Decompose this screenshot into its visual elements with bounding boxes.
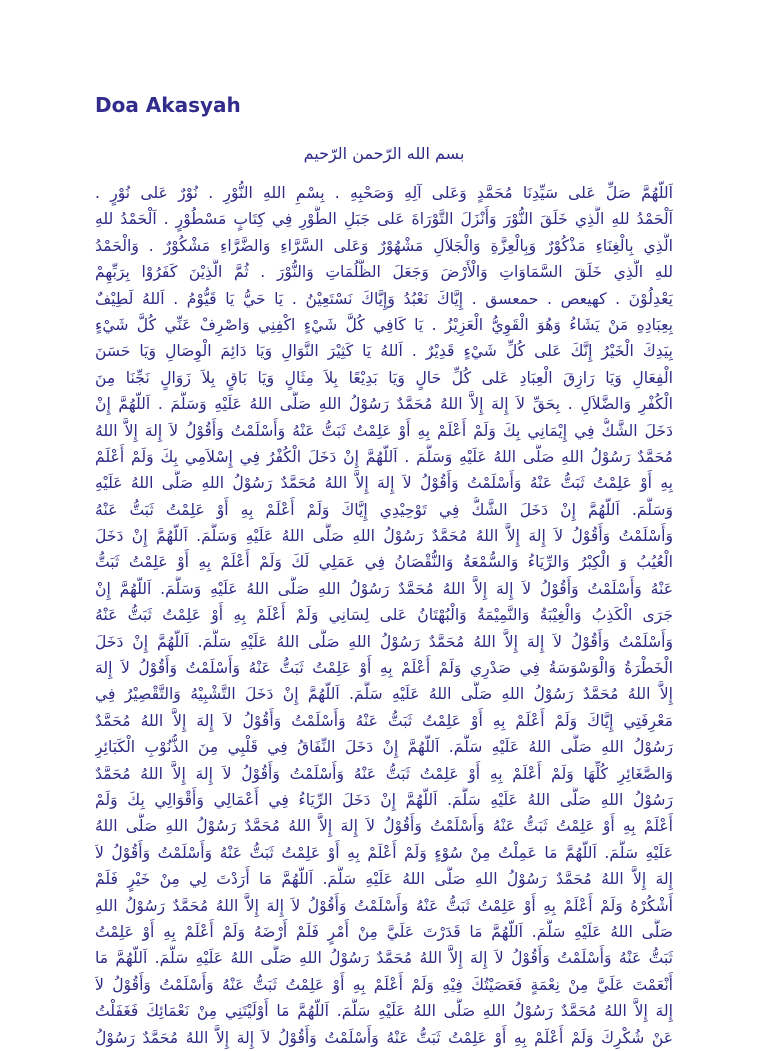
doa-text-line: بِعِبَادِهِ مَنْ يَشَاءُ وَهُوَ الْقَوِيُّ الْعَزِيْزُ . يَا كَافِي كُلَّ شَيْءٍ اكْفِنِي وَاصْرِفْ عَنِّي كُلَّ شَيْءٍ — [95, 315, 673, 334]
doa-text-line: وَسَلَّمَ. اَللّهُمَّ إِنْ دَخَلَ الشَّكُّ فِي تَوْحِيْدِي إِيَّاكَ وَلَمْ أَعْلَمْ بِهِ أَوْ عَلِمْتُ ثَبَتُّ عَنْهُ — [95, 500, 673, 519]
doa-text-line: بِهِ أَوْ عَلِمْتُ ثَبَتُّ عَنْهُ وَأَسْلَمْتُ وَأَقُوْلُ لاَ إِلهَ إِلاَّ اللهُ مُحَمَّدٌ رَسُوْلُ اللهِ صَلَّى اللهُ عَلَيْهِ — [95, 474, 673, 493]
doa-text-line: عَنْهُ وَأَسْلَمْتُ وَأَقُوْلُ لاَ إِلهَ إِلاَّ اللهُ مُحَمَّدٌ رَسُوْلُ اللهِ صَلَّى اللهُ عَلَيْهِ وَسَلَّمَ. اَللّهُمَّ إِنْ — [95, 579, 673, 598]
doa-text-line: جَرَى الْكَذِبُ وَالْغِيْبَةُ وَالنَّمِيْمَةُ وَالْبُهْتَانُ عَلى لِسَانِي وَلَمْ أَعْلَمْ بِهِ أَوْ عَلِمْتُ ثَبَتُّ عَنْهُ — [95, 606, 673, 625]
doa-text-line: رَسُوْلُ اللهِ صَلَّى اللهُ عَلَيْهِ سَلَّمَ. اَللّهُمَّ إِنْ دَخَلَ الرِّيَاءُ فِي أَعْمَالِي وَأَقْوَالِي بِكَ وَلَمْ — [95, 790, 673, 809]
doa-text-line: وَأَسْلَمْتُ وَأَقُوْلُ لاَ إِلهَ إِلاَّ اللهُ مُحَمَّدٌ رَسُوْلُ اللهِ صَلَّى اللهُ عَلَيْهِ سَلَّمَ. اَللّهُمَّ إِنْ دَخَلَ — [95, 632, 673, 651]
doa-text-line: مُحَمَّدٌ رَسُوْلُ اللهِ صَلَّى اللهُ عَلَيْهِ وَسَلَّمَ . اَللّهُمَّ إِنْ دَخَلَ الْكُفْرُ فِي إِسْلاَمِي بِكَ وَلَمْ أَعْلَمْ — [95, 447, 673, 466]
doa-text-line: رَسُوْلُ اللهِ صَلَّى اللهُ عَلَيْهِ سَلَّمَ. اَللّهُمَّ إِنْ دَخَلَ النِّفَاقُ فِي قَلْبِي مِنَ الذُّنُوْبِ الْكَبَائِرِ — [95, 738, 673, 757]
doa-text-line: ثَبَتُّ عَنْهُ وَأَسْلَمْتُ وَأَقُوْلُ لاَ إِلهَ إِلاَّ اللهُ مُحَمَّدٌ رَسُوْلُ اللهِ صَلَّى اللهُ عَلَيْهِ سَلَّمَ. اَللّهُمَّ مَا — [95, 949, 673, 968]
basmala-heading: بسم الله الرّحمن الرّحيم — [303, 144, 465, 163]
doa-text-line: مَعْرِفَتِي إِيَّاكَ وَلَمْ أَعْلَمْ بِهِ أَوْ عَلِمْتُ ثَبَتُّ عَنْهُ وَأَسْلَمْتُ وَأَقُوْلُ لاَ إِلهَ إِلاَّ اللهُ مُحَمَّدٌ — [95, 711, 673, 730]
doa-text-line: إِلاَّ اللهُ مُحَمَّدٌ رَسُوْلُ اللهِ صَلَّى اللهُ عَلَيْهِ سَلَّمَ. اَللّهُمَّ إِنْ دَخَلَ التَّشْبِيْهُ وَالتَّقْصِيْرُ فِي — [95, 685, 673, 704]
doa-text-line: وَالصَّغَائِرِ كُلِّهَا وَلَمْ أَعْلَمْ بِهِ أَوْ عَلِمْتُ ثَبَتُّ عَنْهُ وَأَسْلَمْتُ وَأَقُوْلُ لاَ إِلهَ إِلاَّ اللهُ مُحَمَّدٌ — [95, 764, 673, 783]
doa-text-body — [95, 180, 673, 1051]
doa-text-line: الْعُيُبُ وَ الْكِبْرُ وَالرِّيَاءُ وَالسُّمْعَةُ وَالنُّقْصَانُ فِي عَمَلِي لَكَ وَلَمْ أَعْلَمْ بِهِ أَوْ عَلِمْتُ ثَبَتُّ — [95, 553, 673, 572]
doa-text-line: اَلْحَمْدُ للهِ الَّذِي خَلَقَ النُّوْرَ وَأَنْزَلَ التَّوْرَاةَ عَلى جَبَلِ الطُّوْرِ فِي كِتَابٍ مَسْطُوْرٍ . اَلْحَمْدُ للهِ — [95, 210, 673, 229]
doa-text-line: الْفِعَالِ وَيَا رَازِقَ الْعِبَادِ عَلى كُلِّ حَالٍ وَيَا بَدِيْعًا بِلاَ مِثَالٍ وَيَا بَاقٍ بِلاَ زَوَالٍ نَجِّنَا مِنَ — [95, 368, 673, 387]
doa-text-line: عَنْ شُكْرِكَ وَلَمْ أَعْلَمْ بِهِ أَوْ عَلِمْتُ ثَبَتُّ عَنْهُ وَأَسْلَمْتُ وَأَقُوْلُ لاَ إِلهَ إِلاَّ اللهُ مُحَمَّدٌ رَسُوْلُ — [95, 1028, 673, 1047]
doa-text-line: الَّذِي بِالْغِنَاءِ مَذْكُوْرٌ وَبِالْعِزَّةِ وَالْجَلاَلِ مَشْهُوْرٌ وَعَلى السَّرَّاءِ وَالضَّرَّاءِ مَشْكُوْرٌ . وَالْحَمْدُ — [95, 236, 673, 255]
doa-text-line: الْكُفْرِ وَالضَّلاَلِ . بِحَقِّ لاَ إِلهَ إِلاَّ اللهُ مُحَمَّدٌ رَسُوْلُ اللهِ صَلَّى اللهُ عَلَيْهِ وَسَلَّمَ . اَللّهُمَّ إِنْ — [95, 395, 673, 414]
doa-text-line: اَللّهُمَّ صَلِّ عَلى سَيِّدِنَا مُحَمَّدٍ وَعَلى آلِهِ وَصَحْبِهِ . بِسْمِ اللهِ النُّوْرِ . نُوْرٌ عَلى نُوْرٍ . — [95, 184, 673, 202]
doa-text-line: أَنْعَمْتَ عَلَيَّ مِنْ نِعْمَةٍ فَعَصَيْتُكَ فِيْهِ وَلَمْ أَعْلَمْ بِهِ أَوْ عَلِمْتُ ثَبَتُّ عَنْهُ وَأَسْلَمْتُ وَأَقُوْلُ لاَ — [95, 975, 673, 994]
doa-text-line: إِلهَ إِلاَّ اللهُ مُحَمَّدٌ رَسُوْلُ اللهِ صَلَّى اللهُ عَلَيْهِ سَلَّمَ. اَللّهُمَّ مَا أَرَدْتَ لِي مِنْ خَيْرٍ فَلَمْ — [95, 870, 673, 889]
doa-text-line: إِلهَ إِلاَّ اللهُ مُحَمَّدٌ رَسُوْلُ اللهِ صَلَّى اللهُ عَلَيْهِ سَلَّمَ. اَللّهُمَّ مَا أَوْلَيْتَنِي مِنْ نَعْمَائِكَ فَغَفَلْتُ — [95, 1002, 673, 1021]
doa-text-line: عَلَيْهِ سَلَّمَ. اَللّهُمَّ مَا عَمِلْتُ مِنْ سُوْءٍ وَلَمْ أَعْلَمْ بِهِ أَوْ عَلِمْتُ ثَبَتُّ عَنْهُ وَأَسْلَمْتُ وَأَقُوْلُ لاَ — [95, 843, 673, 862]
doa-text-line: وَأَسْلَمْتُ وَأَقُوْلُ لاَ إِلهَ إِلاَّ اللهُ مُحَمَّدٌ رَسُوْلُ اللهِ صَلَّى اللهُ عَلَيْهِ وَسَلَّمَ. اَللّهُمَّ إِنْ دَخَلَ — [95, 527, 673, 546]
doa-text-line: أَشْكُرْهُ وَلَمْ أَعْلَمْ بِهِ أَوْ عَلِمْتُ ثَبَتُّ عَنْهُ وَأَسْلَمْتُ وَأَقُوْلُ لاَ إِلهَ إِلاَّ اللهُ مُحَمَّدٌ رَسُوْلُ اللهِ — [95, 896, 673, 915]
doa-text-line: الْخَطْرَةُ وَالْوَسْوَسَةُ فِي صَدْرِي وَلَمْ أَعْلَمْ بِهِ أَوْ عَلِمْتُ ثَبَتُّ عَنْهُ وَأَسْلَمْتُ وَأَقُوْلُ لاَ إِلهَ — [95, 659, 673, 678]
doa-text-line: دَخَلَ الشَّكُّ فِي إِيْمَانِي بِكَ وَلَمْ أَعْلَمْ بِهِ أَوْ عَلِمْتُ ثَبَتُّ عَنْهُ وَأَسْلَمْتُ وَأَقُوْلُ لاَ إِلهَ إِلاَّ اللهُ — [95, 421, 673, 440]
doa-text-line: يَعْدِلُوْنَ . كهيعص . حمعسق . إِيَّاكَ نَعْبُدُ وَإِيَّاكَ نَسْتَعِيْنُ . يَا حَيُّ يَا قَيُّوْمُ . اَللهُ لَطِيْفٌ — [95, 289, 673, 308]
doa-text-line: صَلَّى اللهُ عَلَيْهِ سَلَّمَ. اَللّهُمَّ مَا قَدَرْتَ عَلَيَّ مِنْ أَمْرٍ فَلَمْ أَرْضَهُ وَلَمْ أَعْلَمْ بِهِ أَوْ عَلِمْتُ — [95, 922, 673, 941]
document-title: Doa Akasyah — [95, 93, 241, 117]
doa-text-line: للهِ الَّذِي خَلَقَ السَّمَاوَاتِ وَالْأَرْضَ وَجَعَلَ الظُّلُمَاتِ وَالنُّوْرَ . ثُمَّ الَّذِيْنَ كَفَرُوْا بِرَبِّهِمْ — [95, 263, 673, 282]
doa-text-line: بِيَدِكَ الْخَيْرُ إِنَّكَ عَلى كُلِّ شَيْءٍ قَدِيْرٌ . اَللهُ يَا كَثِيْرَ النَّوَالِ وَيَا دَائِمَ الْوِصَالِ وَيَا حَسَنَ — [95, 342, 673, 361]
doa-text-line: أَعْلَمْ بِهِ أَوْ عَلِمْتُ ثَبَتُّ عَنْهُ وَأَسْلَمْتُ وَأَقُوْلُ لاَ إِلهَ إِلاَّ اللهُ مُحَمَّدٌ رَسُوْلُ اللهِ صَلَّى اللهُ — [95, 817, 673, 836]
